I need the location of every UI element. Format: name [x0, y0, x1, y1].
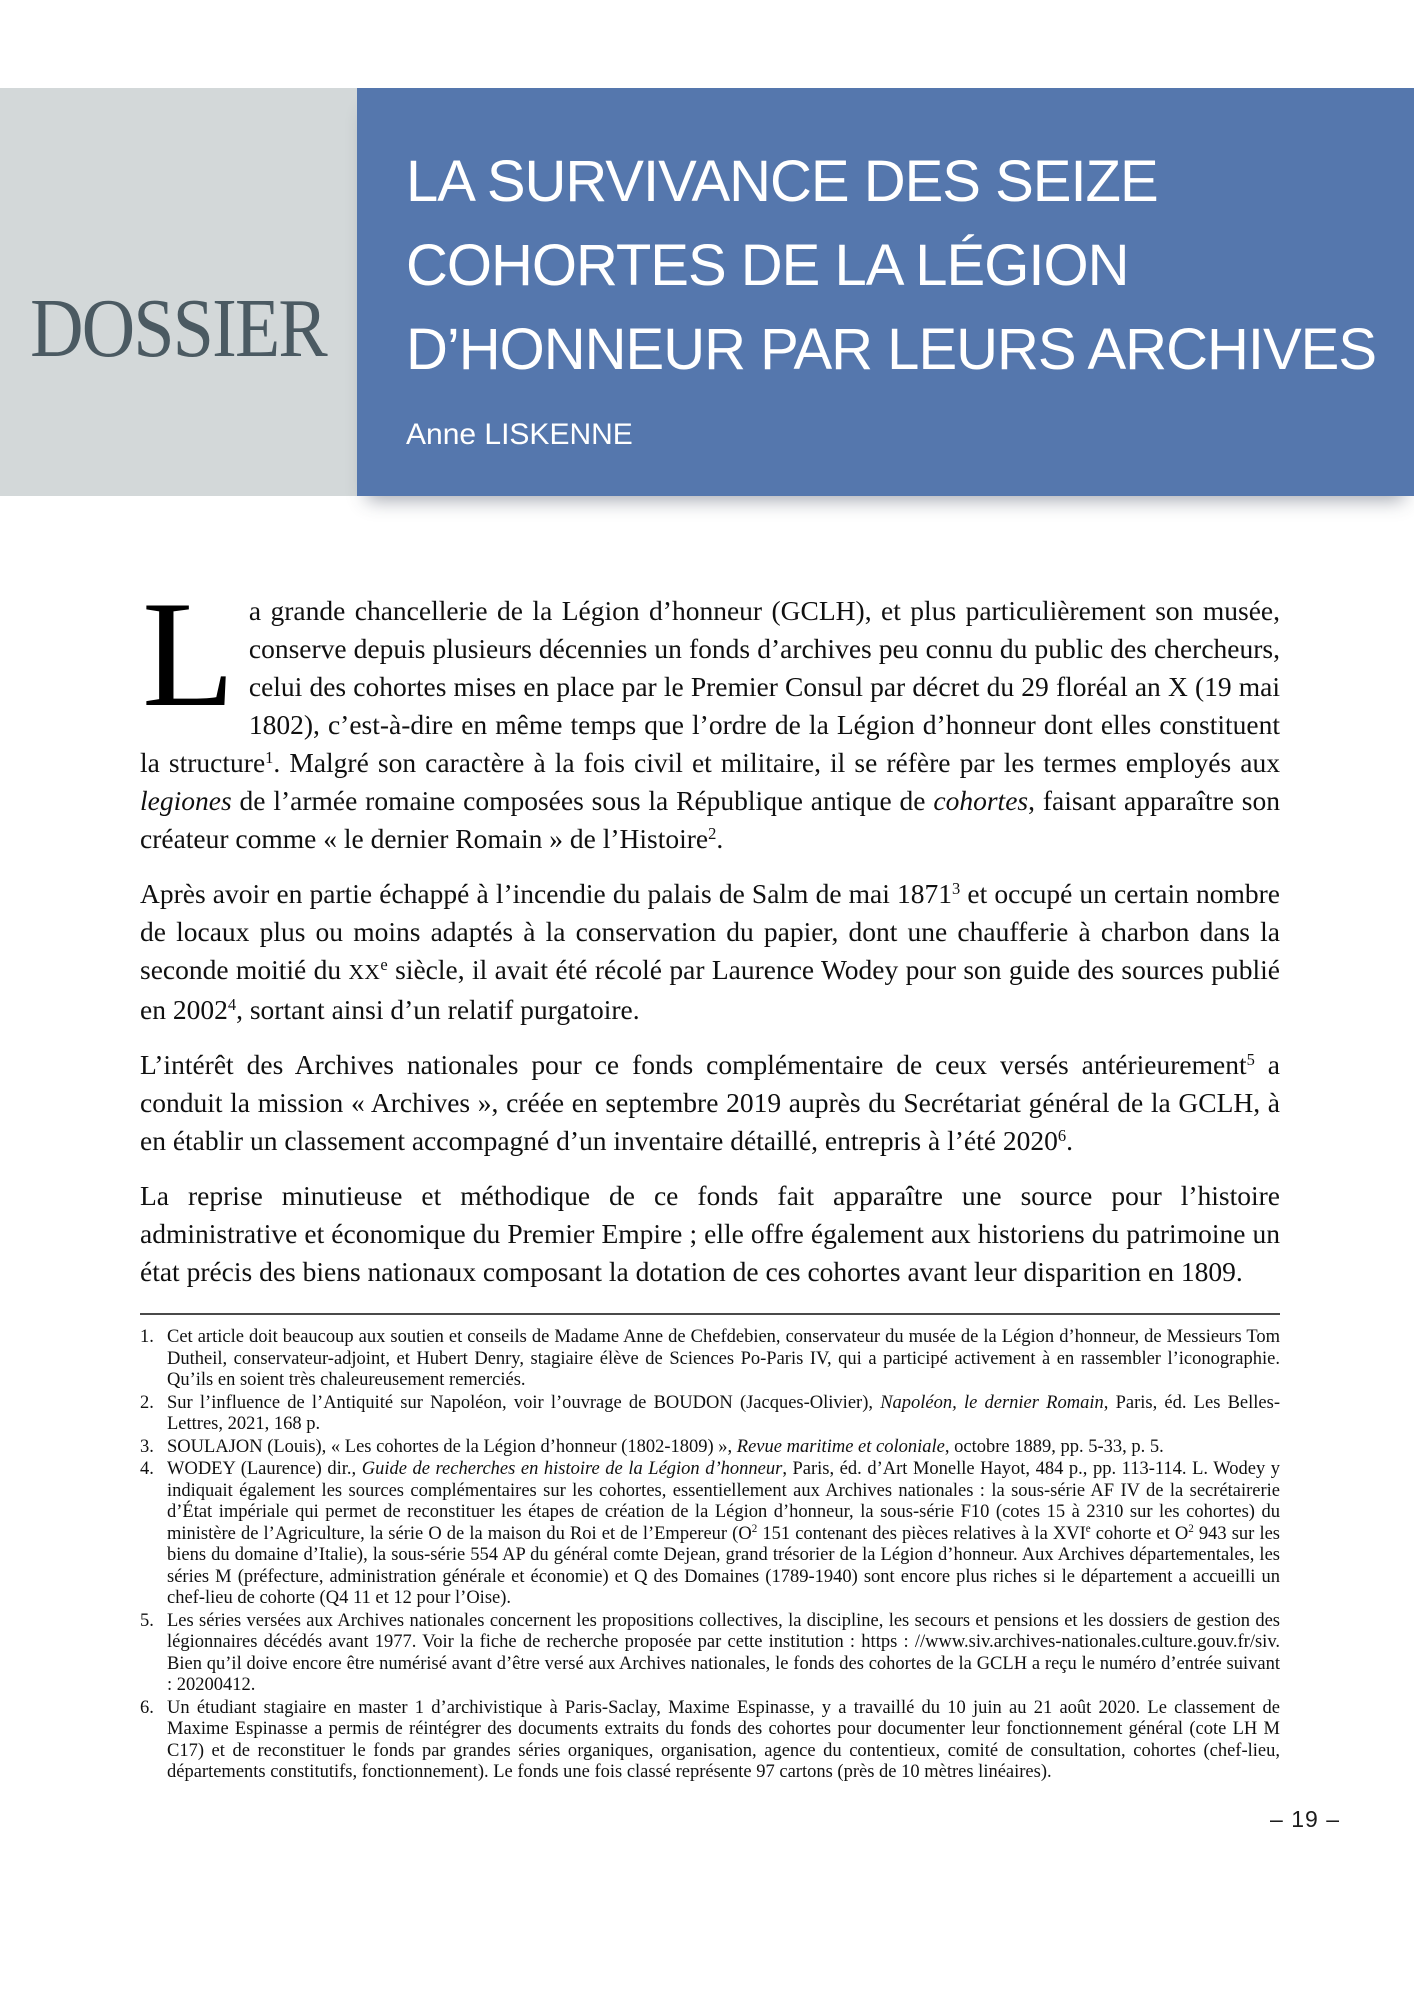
footnote-2 — [140, 1393, 1280, 1436]
footnote-1-number: 1. — [140, 1327, 154, 1347]
dossier-label: DOSSIER — [30, 281, 327, 375]
footnote-4-number: 4. — [140, 1459, 154, 1479]
dropcap-letter: L — [142, 570, 235, 738]
paragraph-3 — [140, 1046, 1280, 1160]
footnote-3-number: 3. — [140, 1436, 154, 1457]
paragraph-3-text: L’intérêt des Archives nationales pour ce fonds complémentaire de ceux versés antérieurement$^5$ a conduit la mission « Archives », créée en septembre 2019 auprès du Secrétariat général de la GCLH, à en établir un classement accompagné d’un inventaire détaillé, entrepris à l’été 2020$^6$. — [140, 1049, 1280, 1156]
footnotes-section — [140, 1327, 1280, 1784]
article-title-line-2: COHORTES DE LA LÉGION — [406, 233, 1129, 298]
paragraph-1-text: a grande chancellerie de la Légion d’honneur (GCLH), et plus particulièrement son musée, conserve depuis plusieurs décennies un fonds d’archives peu connu du public des chercheurs, celui des cohortes mises en place par le Premier Consul par décret du 29 floréal an X (19 mai 1802), c’est-à-dire en même temps que l’ordre de la Légion d’honneur dont elles constituent la structure$^1$. Malgré son caractère à la fois civil et militaire, il se réfère par les termes employés aux legiones de l’armée romaine composées sous la République antique de cohortes, faisant apparaître son créateur comme « le dernier Romain » de l’Histoire$^2$. — [140, 595, 1280, 854]
paragraph-4 — [140, 1177, 1280, 1291]
footnote-5-text: Les séries versées aux Archives nationales concernent les propositions collectives, la discipline, les secours et pensions et les dossiers de gestion des légionnaires décédés avant 1977. Voir la fiche de recherche proposée par cette institution : https : //www.siv.archives-nationales.culture.gouv.fr/siv. Bien qu’il doive encore être numérisé avant d’être versé aux Archives nationales, le fonds des cohortes de la GCLH a reçu le numéro d’entrée suivant : 20200412. — [167, 1610, 1280, 1695]
footnote-4-text: WODEY (Laurence) dir., Guide de recherches en histoire de la Légion d’honneur, Paris, éd. d’Art Monelle Hayot, 484 p., pp. 113-114. L. Wodey y indiquait également les sources complémentaires sur les cohortes, essentiellement aux Archives nationales : la sous-série AF IV de la secrétairerie d’État impériale qui permet de reconstituer les étapes de création de la Légion d’honneur, la sous-série F10 (cotes 15 à 2310 sur les cohortes) du ministère de l’Agriculture, la série O de la maison du Roi et de l’Empereur ($O^2$ 151 contenant des pièces relatives à la XVIe cohorte et $O^2$ 943 sur les biens du domaine d’Italie), la sous-série 554 AP du général comte Dejean, grand trésorier de la Légion d’honneur. Aux Archives départementales, les séries M (préfecture, administration générale et économie) et Q des Domaines (1789-1940) sont encore plus riches si le département a accueilli un chef-lieu de cohorte (Q4 11 et 12 pour l’Oise). — [167, 1459, 1281, 1608]
paragraph-1 — [140, 570, 1280, 858]
paragraph-4-text: La reprise minutieuse et méthodique de ce fonds fait apparaître une source pour l’histoire administrative et économique du Premier Empire ; elle offre également aux historiens du patrimoine un état précis des biens nationaux composant la dotation de ces cohortes avant leur disparition en 1809. — [140, 1180, 1280, 1287]
footnote-5-number: 5. — [140, 1610, 154, 1631]
author-name: Anne LISKENNE — [406, 418, 633, 451]
paragraph-2 — [140, 875, 1280, 1029]
footnote-1 — [140, 1327, 1280, 1392]
footnote-2-number: 2. — [140, 1392, 154, 1413]
footnote-2-text: Sur l’influence de l’Antiquité sur Napoléon, voir l’ouvrage de BOUDON (Jacques-Olivier), Napoléon, le dernier Romain, Paris, éd. Les Belles-Lettres, 2021, 168 p. — [167, 1392, 1280, 1434]
footnote-3 — [140, 1437, 1280, 1459]
footnote-6 — [140, 1698, 1280, 1784]
article-header — [0, 88, 1414, 496]
footnote-5 — [140, 1611, 1280, 1697]
footnote-3-text: SOULAJON (Louis), « Les cohortes de la Légion d’honneur (1802-1809) », Revue maritime et coloniale, octobre 1889, pp. 5-33, p. 5. — [167, 1436, 1164, 1457]
footnote-separator — [140, 1313, 1280, 1315]
footnote-6-number: 6. — [140, 1697, 154, 1718]
article-body — [140, 570, 1281, 1785]
title-banner — [357, 88, 1414, 496]
footnote-4 — [140, 1459, 1280, 1610]
dossier-kicker-box — [0, 88, 357, 496]
article-title-line-3: D’HONNEUR PAR LEURS ARCHIVES — [406, 317, 1377, 382]
paragraph-2-text: Après avoir en partie échappé à l’incendie du palais de Salm de mai 1871$^3$ et occupé un certain nombre de locaux plus ou moins adaptés à la conservation du papier, dont une chaufferie à charbon dans la seconde moitié du XXe siècle, il avait été récolé par Laurence Wodey pour son guide des sources publié en 2002$^4$, sortant ainsi d’un relatif purgatoire. — [140, 878, 1280, 1025]
article-title-line-1: LA SURVIVANCE DES SEIZE — [406, 149, 1158, 214]
footnote-6-text: Un étudiant stagiaire en master 1 d’archivistique à Paris-Saclay, Maxime Espinasse, y a travaillé du 10 juin au 21 août 2020. Le classement de Maxime Espinasse a permis de réintégrer des documents extraits du fonds des cohortes pour documenter leur fonctionnement général (cote LH M C17) et de reconstituer le fonds par grandes séries organiques, organisation, agence du contentieux, comité de consultation, cohortes (chef-lieu, départements constitutifs, fonctionnement). Le fonds une fois classé représente 97 cartons (près de 10 mètres linéaires). — [167, 1697, 1280, 1782]
footnote-1-text: Cet article doit beaucoup aux soutien et conseils de Madame Anne de Chefdebien, conservateur du musée de la Légion d’honneur, de Messieurs Tom Dutheil, conservateur-adjoint, et Hubert Denry, stagiaire élève de Sciences Po-Paris IV, qui a participé activement à en rassembler l’iconographie. Qu’ils en soient très chaleureusement remerciés. — [167, 1327, 1280, 1390]
page-number: – 19 – — [1270, 1806, 1340, 1832]
